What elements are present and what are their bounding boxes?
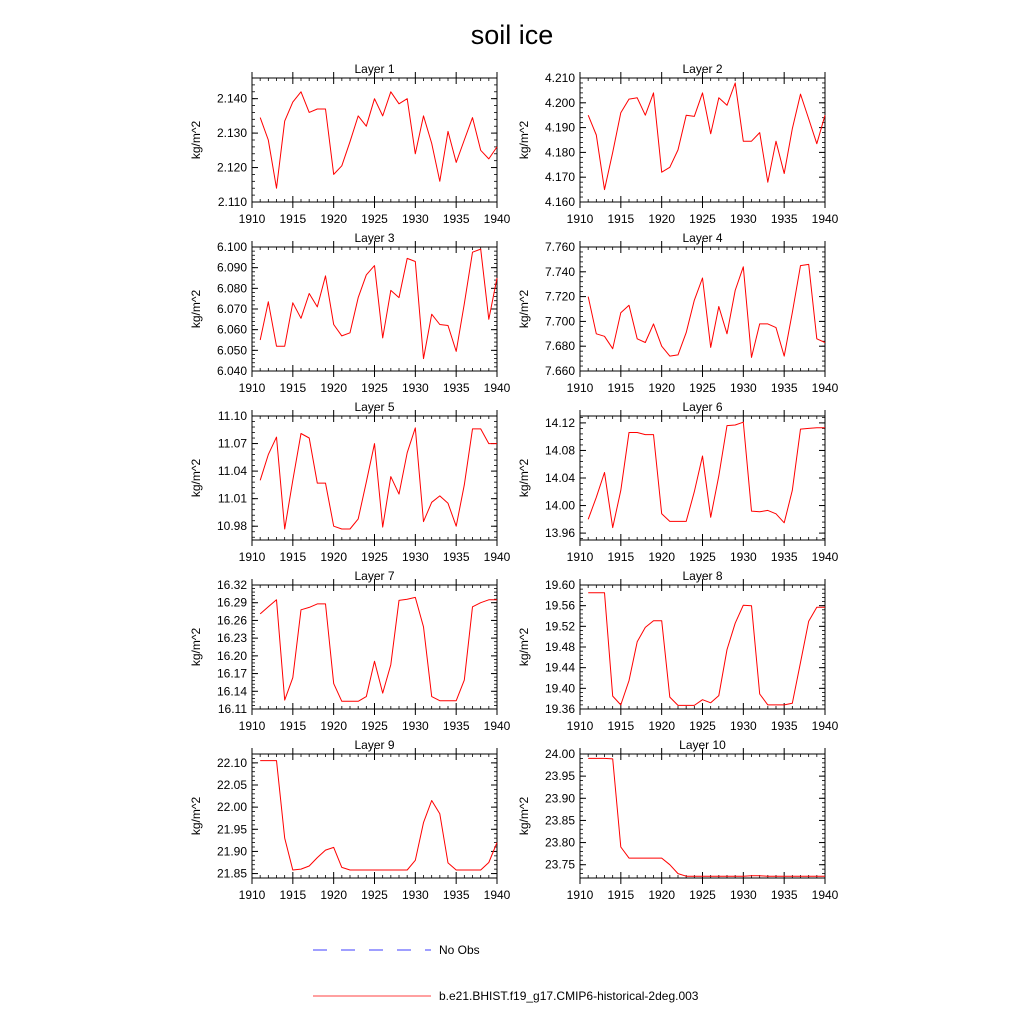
legend bbox=[313, 943, 699, 1003]
panel-layer-7 bbox=[189, 569, 511, 733]
y-axis-label: kg/m^2 bbox=[517, 627, 531, 667]
plot-frame bbox=[252, 78, 497, 202]
plot-frame bbox=[580, 416, 825, 540]
x-tick-label: 1935 bbox=[442, 888, 470, 902]
y-tick-label: 14.04 bbox=[544, 471, 575, 485]
x-tick-label: 1935 bbox=[442, 212, 470, 226]
y-axis-label: kg/m^2 bbox=[189, 289, 203, 329]
y-tick-label: 16.11 bbox=[217, 702, 247, 716]
y-tick-label: 2.110 bbox=[217, 195, 247, 209]
x-tick-label: 1910 bbox=[238, 212, 266, 226]
y-tick-label: 23.75 bbox=[544, 857, 575, 872]
series-line-model bbox=[260, 428, 497, 529]
x-tick-label: 1910 bbox=[238, 719, 266, 733]
x-tick-label: 1920 bbox=[320, 381, 348, 395]
x-tick-label: 1915 bbox=[607, 888, 635, 902]
panel-title: Layer 2 bbox=[682, 62, 723, 76]
y-tick-label: 6.080 bbox=[216, 281, 247, 296]
y-tick-label: 24.00 bbox=[544, 747, 575, 761]
x-tick-label: 1915 bbox=[279, 888, 307, 902]
x-tick-label: 1910 bbox=[566, 888, 594, 902]
x-tick-label: 1930 bbox=[401, 550, 429, 564]
x-tick-label: 1910 bbox=[238, 888, 266, 902]
y-tick-label: 6.050 bbox=[216, 343, 247, 358]
x-tick-label: 1925 bbox=[689, 719, 716, 733]
y-tick-label: 16.23 bbox=[216, 631, 247, 646]
y-tick-label: 4.180 bbox=[544, 145, 575, 160]
y-tick-label: 4.170 bbox=[544, 170, 575, 185]
y-tick-label: 11.10 bbox=[217, 409, 247, 423]
y-tick-label: 16.26 bbox=[216, 613, 247, 628]
panel-layer-5 bbox=[189, 400, 511, 564]
x-tick-label: 1910 bbox=[238, 550, 266, 564]
y-axis-label: kg/m^2 bbox=[189, 120, 203, 160]
series-line-model bbox=[588, 593, 825, 706]
x-tick-label: 1925 bbox=[361, 550, 388, 564]
y-tick-label: 2.140 bbox=[216, 91, 247, 106]
y-tick-label: 14.00 bbox=[544, 498, 575, 513]
y-tick-label: 19.60 bbox=[544, 578, 575, 592]
x-tick-label: 1940 bbox=[483, 381, 511, 395]
x-tick-label: 1935 bbox=[770, 212, 798, 226]
y-axis-label: kg/m^2 bbox=[517, 120, 531, 160]
y-tick-label: 19.36 bbox=[544, 702, 575, 716]
x-tick-label: 1930 bbox=[401, 381, 429, 395]
x-tick-label: 1910 bbox=[566, 719, 594, 733]
x-tick-label: 1940 bbox=[811, 888, 839, 902]
x-tick-label: 1915 bbox=[279, 212, 307, 226]
plot-frame bbox=[580, 247, 825, 371]
legend-no-obs-label: No Obs bbox=[439, 943, 480, 957]
x-tick-label: 1915 bbox=[607, 550, 635, 564]
x-tick-label: 1920 bbox=[648, 212, 676, 226]
y-tick-label: 11.04 bbox=[217, 464, 247, 479]
y-tick-label: 19.52 bbox=[544, 619, 575, 634]
series-line-model bbox=[588, 83, 825, 190]
y-tick-label: 16.17 bbox=[216, 666, 247, 681]
y-tick-label: 19.40 bbox=[544, 681, 575, 696]
plot-frame bbox=[580, 754, 825, 878]
y-tick-label: 7.760 bbox=[544, 240, 575, 254]
x-tick-label: 1915 bbox=[279, 550, 307, 564]
y-axis-label: kg/m^2 bbox=[189, 796, 203, 836]
panel-layer-3 bbox=[189, 231, 511, 395]
x-tick-label: 1920 bbox=[648, 381, 676, 395]
x-tick-label: 1920 bbox=[648, 719, 676, 733]
series-line-model bbox=[260, 597, 497, 701]
series-line-model bbox=[260, 92, 497, 188]
x-tick-label: 1915 bbox=[607, 381, 635, 395]
y-tick-label: 16.14 bbox=[216, 684, 247, 699]
y-tick-label: 7.680 bbox=[544, 339, 575, 354]
plot-frame bbox=[580, 585, 825, 709]
y-tick-label: 11.07 bbox=[217, 436, 247, 451]
x-tick-label: 1935 bbox=[442, 381, 470, 395]
x-tick-label: 1940 bbox=[811, 212, 839, 226]
y-tick-label: 2.120 bbox=[216, 160, 247, 175]
y-tick-label: 4.200 bbox=[544, 95, 575, 110]
y-axis-label: kg/m^2 bbox=[189, 458, 203, 498]
y-tick-label: 11.01 bbox=[217, 491, 247, 506]
series-line-model bbox=[260, 249, 497, 359]
y-tick-label: 6.100 bbox=[216, 240, 247, 254]
plot-frame bbox=[252, 754, 497, 878]
panel-title: Layer 9 bbox=[354, 738, 395, 752]
x-tick-label: 1940 bbox=[811, 719, 839, 733]
x-tick-label: 1940 bbox=[811, 381, 839, 395]
y-tick-label: 16.32 bbox=[216, 578, 247, 592]
y-tick-label: 14.08 bbox=[544, 443, 575, 458]
y-tick-label: 22.10 bbox=[216, 755, 247, 770]
y-tick-label: 7.720 bbox=[544, 289, 575, 304]
panel-layer-10 bbox=[517, 738, 839, 902]
y-tick-label: 21.85 bbox=[216, 866, 247, 881]
series-line-model bbox=[260, 761, 497, 870]
y-tick-label: 7.700 bbox=[544, 314, 575, 329]
y-tick-label: 6.060 bbox=[216, 322, 247, 337]
y-tick-label: 13.96 bbox=[544, 526, 575, 541]
x-tick-label: 1920 bbox=[320, 719, 348, 733]
y-tick-label: 10.98 bbox=[216, 519, 247, 534]
x-tick-label: 1940 bbox=[483, 212, 511, 226]
panel-title: Layer 5 bbox=[354, 400, 395, 414]
x-tick-label: 1940 bbox=[483, 550, 511, 564]
y-tick-label: 7.660 bbox=[544, 364, 575, 378]
panel-layer-4 bbox=[517, 231, 839, 395]
y-tick-label: 16.29 bbox=[216, 595, 247, 610]
y-tick-label: 2.130 bbox=[216, 126, 247, 141]
y-axis-label: kg/m^2 bbox=[517, 289, 531, 329]
x-tick-label: 1935 bbox=[770, 381, 798, 395]
x-tick-label: 1920 bbox=[320, 888, 348, 902]
x-tick-label: 1930 bbox=[729, 888, 757, 902]
x-tick-label: 1910 bbox=[566, 550, 594, 564]
y-tick-label: 19.56 bbox=[544, 598, 575, 613]
plot-frame bbox=[580, 78, 825, 202]
x-tick-label: 1930 bbox=[401, 719, 429, 733]
y-tick-label: 23.95 bbox=[544, 769, 575, 784]
panel-title: Layer 3 bbox=[354, 231, 395, 245]
x-tick-label: 1925 bbox=[689, 550, 716, 564]
panel-title: Layer 1 bbox=[354, 62, 395, 76]
plot-frame bbox=[252, 416, 497, 540]
x-tick-label: 1920 bbox=[648, 550, 676, 564]
y-tick-label: 4.160 bbox=[544, 195, 575, 209]
y-tick-label: 23.90 bbox=[544, 791, 575, 806]
x-tick-label: 1935 bbox=[442, 719, 470, 733]
x-tick-label: 1925 bbox=[689, 212, 716, 226]
series-line-model bbox=[588, 422, 825, 527]
panel-layer-8 bbox=[517, 569, 839, 733]
x-tick-label: 1915 bbox=[607, 719, 635, 733]
panel-title: Layer 10 bbox=[679, 738, 726, 752]
y-axis-label: kg/m^2 bbox=[517, 796, 531, 836]
x-tick-label: 1915 bbox=[279, 719, 307, 733]
x-tick-label: 1920 bbox=[320, 212, 348, 226]
y-tick-label: 23.85 bbox=[544, 813, 575, 828]
chart-panels bbox=[189, 62, 839, 902]
x-tick-label: 1940 bbox=[483, 888, 511, 902]
x-tick-label: 1925 bbox=[361, 381, 388, 395]
x-tick-label: 1910 bbox=[566, 381, 594, 395]
panel-layer-2 bbox=[517, 62, 839, 226]
y-tick-label: 21.95 bbox=[216, 822, 247, 837]
y-tick-label: 19.48 bbox=[544, 640, 575, 654]
x-tick-label: 1910 bbox=[566, 212, 594, 226]
x-tick-label: 1940 bbox=[483, 719, 511, 733]
y-tick-label: 16.20 bbox=[216, 648, 247, 663]
x-tick-label: 1935 bbox=[770, 888, 798, 902]
x-tick-label: 1930 bbox=[401, 212, 429, 226]
x-tick-label: 1915 bbox=[607, 212, 635, 226]
x-tick-label: 1935 bbox=[770, 719, 798, 733]
y-tick-label: 22.00 bbox=[216, 800, 247, 815]
x-tick-label: 1930 bbox=[729, 381, 757, 395]
x-tick-label: 1925 bbox=[361, 888, 388, 902]
x-tick-label: 1925 bbox=[361, 719, 388, 733]
x-tick-label: 1935 bbox=[770, 550, 798, 564]
y-tick-label: 4.190 bbox=[544, 120, 575, 135]
series-line-model bbox=[588, 758, 825, 876]
series-line-model bbox=[588, 264, 825, 357]
panel-layer-6 bbox=[517, 400, 839, 564]
x-tick-label: 1920 bbox=[320, 550, 348, 564]
x-tick-label: 1910 bbox=[238, 381, 266, 395]
x-tick-label: 1935 bbox=[442, 550, 470, 564]
x-tick-label: 1930 bbox=[729, 212, 757, 226]
y-tick-label: 6.040 bbox=[216, 364, 247, 378]
x-tick-label: 1930 bbox=[729, 719, 757, 733]
y-tick-label: 4.210 bbox=[544, 71, 575, 85]
y-tick-label: 14.12 bbox=[544, 415, 575, 430]
x-tick-label: 1915 bbox=[279, 381, 307, 395]
x-tick-label: 1940 bbox=[811, 550, 839, 564]
y-tick-label: 7.740 bbox=[544, 264, 575, 279]
y-tick-label: 6.090 bbox=[216, 260, 247, 275]
panel-title: Layer 6 bbox=[682, 400, 723, 414]
panel-title: Layer 4 bbox=[682, 231, 723, 245]
panel-title: Layer 7 bbox=[354, 569, 395, 583]
x-tick-label: 1925 bbox=[361, 212, 388, 226]
x-tick-label: 1920 bbox=[648, 888, 676, 902]
y-tick-label: 23.80 bbox=[544, 835, 575, 850]
panel-layer-1 bbox=[189, 62, 511, 226]
figure-title: soil ice bbox=[470, 20, 554, 50]
y-axis-label: kg/m^2 bbox=[189, 627, 203, 667]
x-tick-label: 1925 bbox=[689, 888, 716, 902]
panel-layer-9 bbox=[189, 738, 511, 902]
panel-title: Layer 8 bbox=[682, 569, 723, 583]
legend-model-label: b.e21.BHIST.f19_g17.CMIP6-historical-2deg.003 bbox=[439, 989, 699, 1003]
y-tick-label: 22.05 bbox=[216, 778, 247, 792]
y-axis-label: kg/m^2 bbox=[517, 458, 531, 498]
x-tick-label: 1930 bbox=[401, 888, 429, 902]
x-tick-label: 1925 bbox=[689, 381, 716, 395]
y-tick-label: 19.44 bbox=[544, 660, 575, 675]
y-tick-label: 6.070 bbox=[216, 302, 247, 316]
y-tick-label: 21.90 bbox=[216, 844, 247, 859]
x-tick-label: 1930 bbox=[729, 550, 757, 564]
